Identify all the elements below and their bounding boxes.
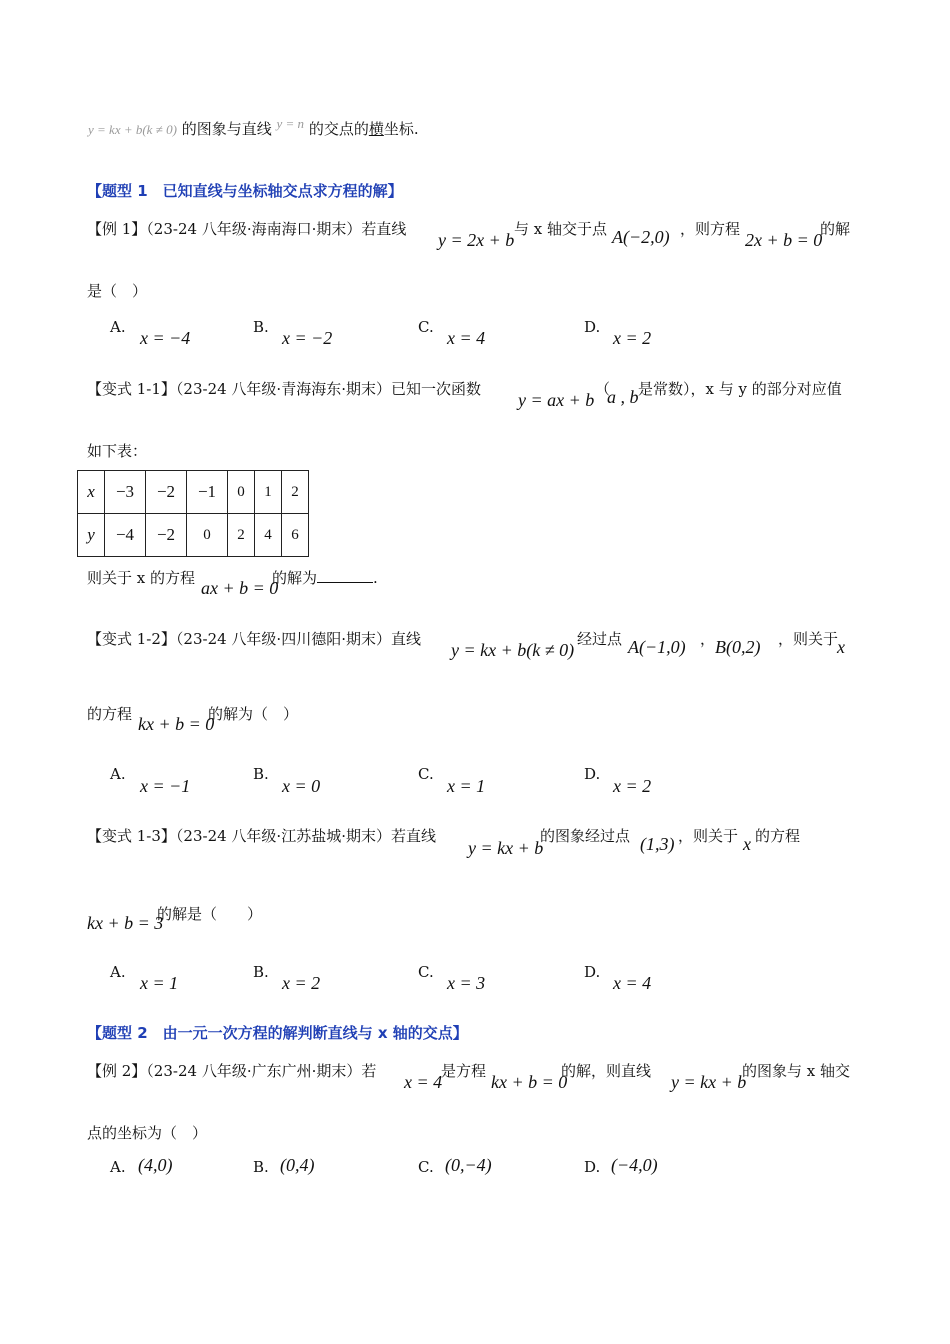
example-2-line2: 点的坐标为（ ） bbox=[87, 1124, 208, 1142]
example-2-line-formula: y = kx + b bbox=[671, 1072, 747, 1092]
option-a-value: x = −1 bbox=[140, 776, 191, 796]
variant-1-2-line-formula: y = kx + b(k ≠ 0) bbox=[451, 640, 575, 660]
intro-text2: 的交点的 bbox=[308, 120, 369, 138]
value-table bbox=[77, 470, 309, 557]
option-b-value: x = 0 bbox=[282, 776, 321, 796]
option-a-letter: A. bbox=[110, 318, 126, 336]
table-cell: 2 bbox=[282, 471, 309, 514]
variant-1-1-label: 【变式 1-1】（23-24 八年级·青海海东·期末）已知一次函数 bbox=[87, 380, 481, 398]
option-c-letter: C. bbox=[418, 318, 434, 336]
answer-prompt: 的解为 bbox=[272, 569, 318, 587]
option-d-value: (−4,0) bbox=[611, 1155, 658, 1175]
option-a-value: x = 1 bbox=[140, 973, 179, 993]
variant-1-3-var-x: x bbox=[743, 834, 751, 854]
option-d-letter: D. bbox=[584, 963, 601, 981]
section-heading-2: 【题型 2 由一元一次方程的解判断直线与 x 轴的交点】 bbox=[87, 1024, 468, 1042]
option-c-letter: C. bbox=[418, 963, 434, 981]
option-a-value: (4,0) bbox=[138, 1155, 173, 1175]
option-b-letter: B. bbox=[253, 318, 269, 336]
option-c-value: (0,−4) bbox=[445, 1155, 492, 1175]
table-cell: −2 bbox=[146, 471, 187, 514]
table-row bbox=[78, 514, 309, 557]
table-cell: 2 bbox=[228, 514, 255, 557]
example-1-label: 【例 1】（23-24 八年级·海南海口·期末）若直线 bbox=[87, 220, 407, 238]
intro-line bbox=[88, 118, 419, 139]
table-cell: −4 bbox=[105, 514, 146, 557]
option-a-letter: A. bbox=[110, 963, 126, 981]
option-d-letter: D. bbox=[584, 318, 601, 336]
variant-1-3-text2: ，则关于 bbox=[678, 827, 739, 845]
example-1-line2: 是（ ） bbox=[87, 282, 148, 300]
example-2-equation: kx + b = 0 bbox=[491, 1072, 568, 1092]
example-2-text1: 是方程 bbox=[441, 1062, 487, 1080]
option-c-value: x = 4 bbox=[447, 328, 486, 348]
example-2-text2: 的解，则直线 bbox=[561, 1062, 652, 1080]
variant-1-1-after-equation: ax + b = 0 bbox=[201, 578, 279, 598]
option-b-value: x = −2 bbox=[282, 328, 333, 348]
section-heading-1: 【题型 1 已知直线与坐标轴交点求方程的解】 bbox=[87, 182, 403, 200]
table-cell: 4 bbox=[255, 514, 282, 557]
example-1-text2: ，则方程 bbox=[680, 220, 741, 238]
option-b-value: (0,4) bbox=[280, 1155, 315, 1175]
variant-1-1-line2: 如下表： bbox=[87, 442, 148, 460]
table-cell: x bbox=[78, 471, 105, 514]
variant-1-1-function: y = ax + b bbox=[518, 390, 595, 410]
option-d-value: x = 2 bbox=[613, 328, 652, 348]
table-cell: 6 bbox=[282, 514, 309, 557]
variant-1-2-var-x: x bbox=[837, 637, 845, 657]
variant-1-3-point: (1,3) bbox=[640, 834, 675, 854]
table-cell: −3 bbox=[105, 471, 146, 514]
variant-1-2-line2-equation: kx + b = 0 bbox=[138, 714, 215, 734]
table-cell: y bbox=[78, 514, 105, 557]
variant-1-2-text1: 经过点 bbox=[577, 630, 623, 648]
answer-period: . bbox=[373, 569, 378, 587]
option-b-letter: B. bbox=[253, 1158, 269, 1176]
variant-1-3-line2-equation: kx + b = 3 bbox=[87, 913, 164, 933]
variant-1-2-point-a: A(−1,0) bbox=[628, 637, 686, 657]
variant-1-2-text2: ， bbox=[700, 630, 716, 648]
table-cell: −1 bbox=[187, 471, 228, 514]
option-d-letter: D. bbox=[584, 1158, 601, 1176]
variant-1-1-text2: 是常数），x 与 y 的部分对应值 bbox=[638, 380, 842, 398]
table-cell: 0 bbox=[228, 471, 255, 514]
table-cell: 1 bbox=[255, 471, 282, 514]
example-2-label: 【例 2】（23-24 八年级·广东广州·期末）若 bbox=[87, 1062, 377, 1080]
variant-1-1-after-post bbox=[272, 567, 378, 588]
intro-formula: y = kx + b(k ≠ 0) bbox=[88, 122, 177, 137]
variant-1-1-constants: a , b bbox=[607, 387, 639, 407]
example-2-text3: 的图象与 x 轴交 bbox=[742, 1062, 850, 1080]
answer-blank[interactable] bbox=[317, 568, 373, 583]
variant-1-2-text3: ，则关于 bbox=[778, 630, 839, 648]
variant-1-2-point-b: B(0,2) bbox=[715, 637, 761, 657]
option-d-value: x = 4 bbox=[613, 973, 652, 993]
example-1-line-formula: y = 2x + b bbox=[438, 230, 515, 250]
example-1-point: A(−2,0) bbox=[612, 227, 670, 247]
option-c-value: x = 1 bbox=[447, 776, 486, 796]
intro-formula2: y = n bbox=[276, 116, 305, 131]
intro-text1: 的图象与直线 bbox=[181, 120, 272, 138]
option-c-value: x = 3 bbox=[447, 973, 486, 993]
intro-text3: 坐标. bbox=[383, 120, 419, 138]
table-row bbox=[78, 471, 309, 514]
option-a-letter: A. bbox=[110, 765, 126, 783]
variant-1-3-label: 【变式 1-3】（23-24 八年级·江苏盐城·期末）若直线 bbox=[87, 827, 436, 845]
option-c-letter: C. bbox=[418, 765, 434, 783]
variant-1-3-text1: 的图象经过点 bbox=[540, 827, 631, 845]
example-1-text1: 与 x 轴交于点 bbox=[514, 220, 607, 238]
variant-1-3-line2-post: 的解是（ ） bbox=[157, 905, 263, 923]
option-b-letter: B. bbox=[253, 765, 269, 783]
variant-1-1-after-text: 则关于 x 的方程 bbox=[87, 569, 195, 587]
intro-underlined: 横 bbox=[368, 120, 384, 138]
variant-1-3-line-formula: y = kx + b bbox=[468, 838, 544, 858]
variant-1-2-label: 【变式 1-2】（23-24 八年级·四川德阳·期末）直线 bbox=[87, 630, 421, 648]
option-b-letter: B. bbox=[253, 963, 269, 981]
option-b-value: x = 2 bbox=[282, 973, 321, 993]
example-1-equation: 2x + b = 0 bbox=[745, 230, 823, 250]
variant-1-2-line2-pre: 的方程 bbox=[87, 705, 133, 723]
option-d-letter: D. bbox=[584, 765, 601, 783]
option-a-letter: A. bbox=[110, 1158, 126, 1176]
variant-1-1-text1: （ bbox=[595, 380, 611, 398]
variant-1-3-text3: 的方程 bbox=[755, 827, 801, 845]
option-c-letter: C. bbox=[418, 1158, 434, 1176]
option-a-value: x = −4 bbox=[140, 328, 191, 348]
example-2-solution: x = 4 bbox=[404, 1072, 443, 1092]
table-cell: −2 bbox=[146, 514, 187, 557]
variant-1-2-line2-post: 的解为（ ） bbox=[208, 705, 299, 723]
table-cell: 0 bbox=[187, 514, 228, 557]
example-1-text3: 的解 bbox=[820, 220, 851, 238]
option-d-value: x = 2 bbox=[613, 776, 652, 796]
